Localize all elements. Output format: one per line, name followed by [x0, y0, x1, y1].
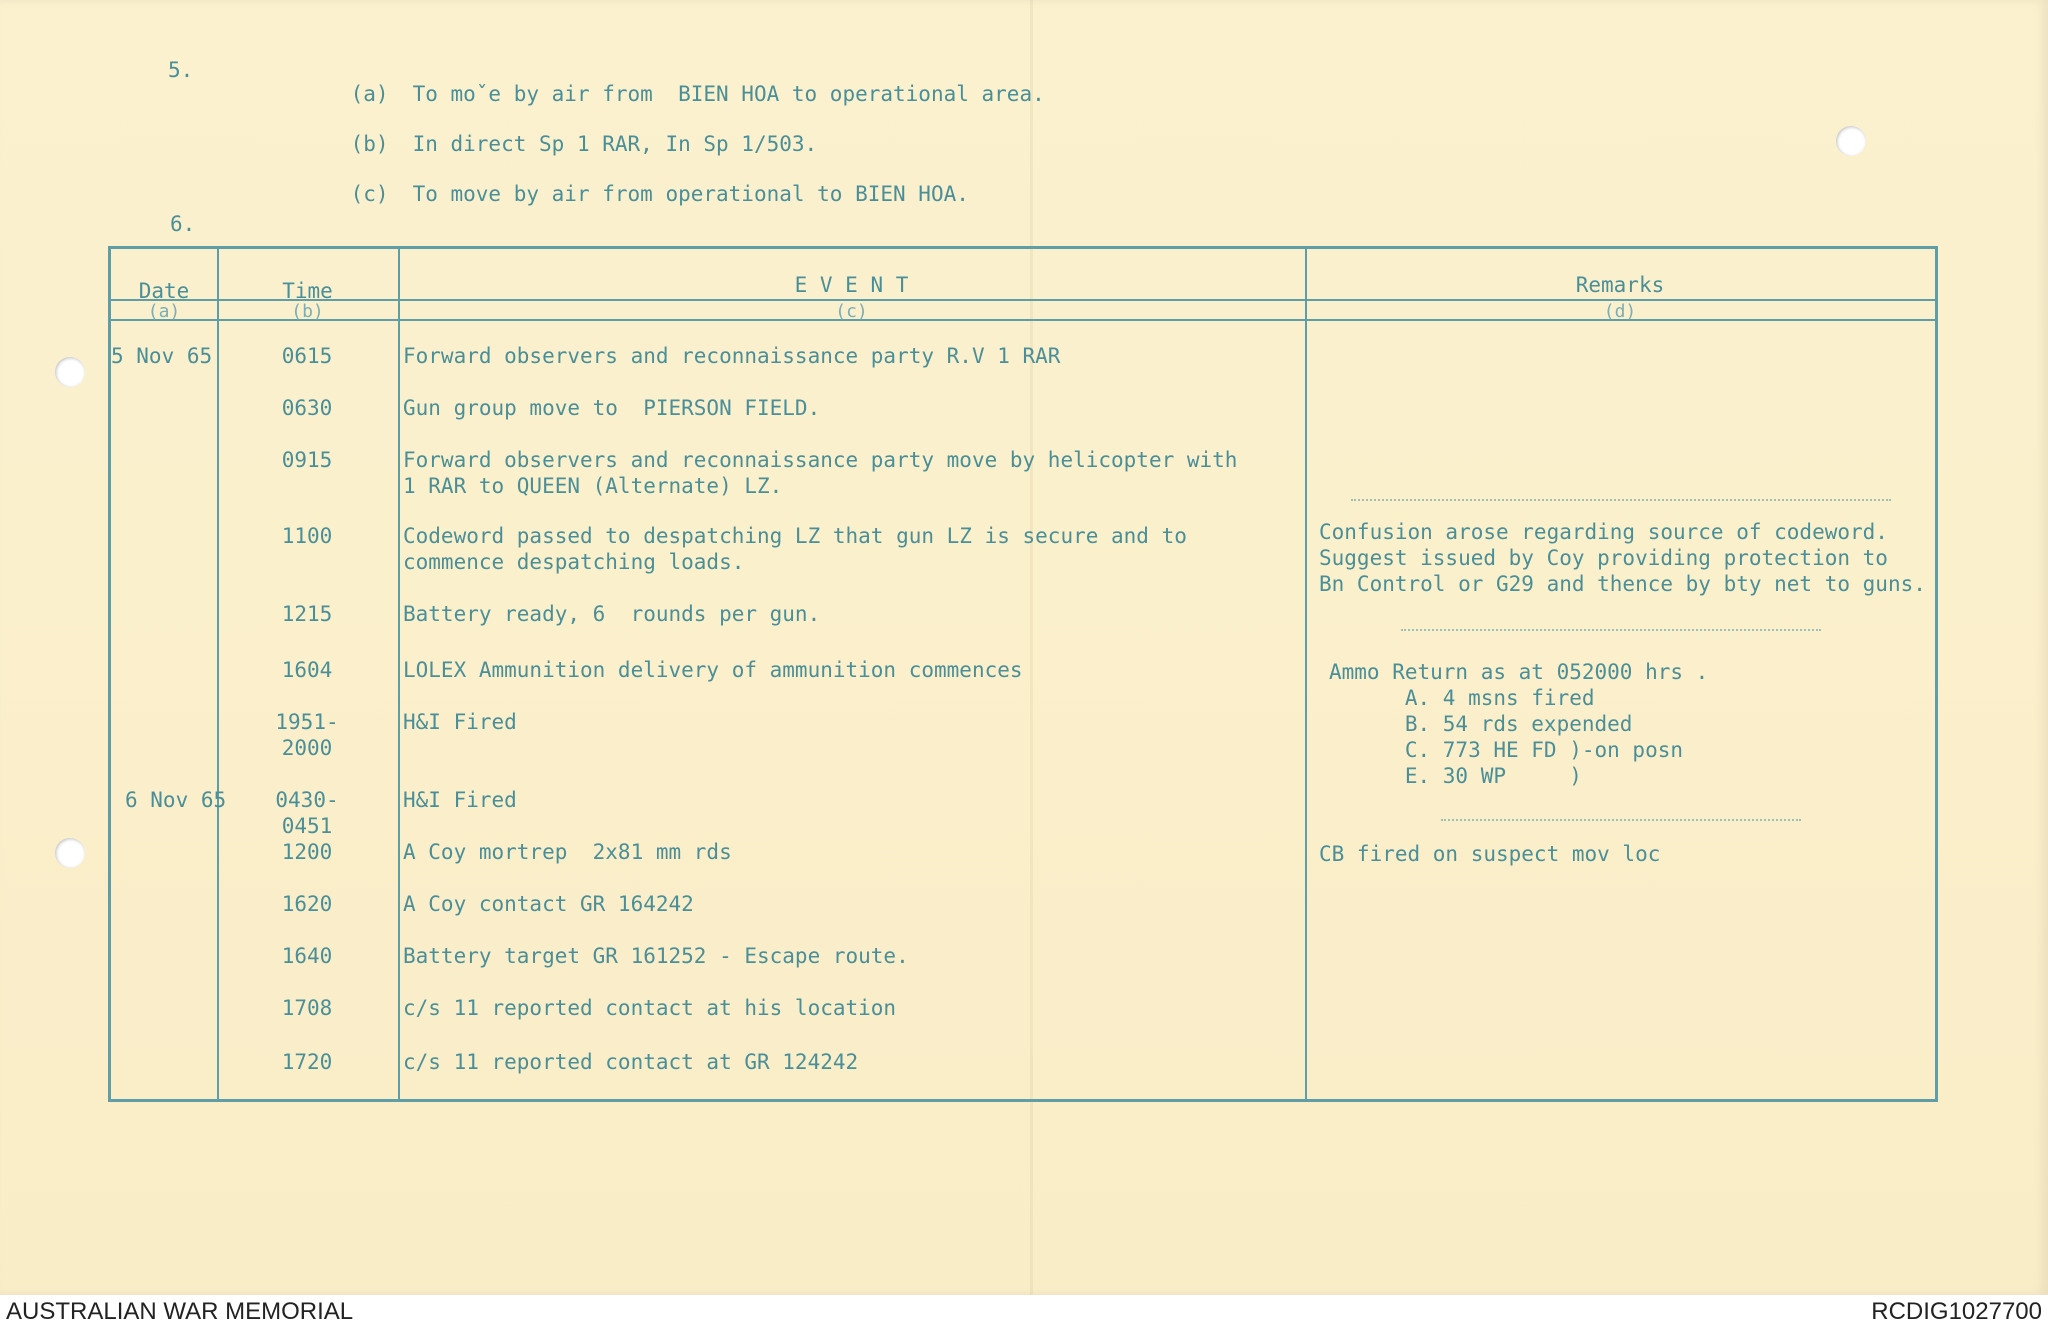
- row-event: H&I Fired: [403, 710, 517, 734]
- remark-line: C. 773 HE FD )-on posn: [1329, 738, 1684, 762]
- row-time: 0630: [281, 396, 333, 420]
- row-time: 1720: [281, 1050, 333, 1074]
- header-remarks: Remarks: [1575, 273, 1665, 297]
- paragraph-5-item-c: [300, 158, 969, 230]
- row-time: 1708: [281, 996, 333, 1020]
- column-divider: [1305, 249, 1307, 1099]
- row-date: 5 Nov 65: [111, 344, 213, 368]
- row-event: LOLEX Ammunition delivery of ammunition commences: [403, 658, 1023, 682]
- item-label: (b): [350, 132, 389, 156]
- row-time: 0915: [281, 448, 333, 472]
- row-event: A Coy mortrep 2x81 mm rds: [403, 840, 732, 864]
- row-event: H&I Fired: [403, 788, 517, 812]
- row-date: 6 Nov 65: [125, 788, 227, 812]
- remark-line: A. 4 msns fired: [1329, 686, 1595, 710]
- item-label: (a): [350, 82, 389, 106]
- row-time: 0615: [281, 344, 333, 368]
- row-time: 1100: [281, 524, 333, 548]
- row-event: Battery ready, 6 rounds per gun.: [403, 602, 821, 626]
- header-date-sub: (a): [147, 301, 181, 322]
- paragraph-6-number: 6.: [170, 212, 196, 236]
- row-time: 1215: [281, 602, 333, 626]
- header-date: Date: [138, 279, 190, 303]
- row-time: 1951- 2000: [275, 710, 339, 760]
- remark-line: CB fired on suspect mov loc: [1319, 842, 1661, 866]
- row-time: 0430- 0451: [275, 788, 339, 838]
- remark-line: Bn Control or G29 and thence by bty net to guns.: [1319, 572, 1926, 596]
- column-divider: [398, 249, 400, 1099]
- remark-line: B. 54 rds expended: [1329, 712, 1633, 736]
- row-event: A Coy contact GR 164242: [403, 892, 694, 916]
- punch-hole: [55, 357, 85, 387]
- row-event: Forward observers and reconnaissance party R.V 1 RAR: [403, 344, 1061, 368]
- row-event: Codeword passed to despatching LZ that gun LZ is secure and to commence despatching loads.: [403, 524, 1187, 574]
- item-text: To moˇe by air from BIEN HOA to operational area.: [412, 82, 1045, 106]
- remarks-separator: [1351, 499, 1891, 501]
- header-remarks-sub: (d): [1603, 301, 1637, 322]
- row-event: Gun group move to PIERSON FIELD.: [403, 396, 821, 420]
- punch-hole: [55, 838, 85, 868]
- footer-source: AUSTRALIAN WAR MEMORIAL: [6, 1298, 354, 1325]
- remark-line: Confusion arose regarding source of codeword.: [1319, 520, 1888, 544]
- header-time: Time: [282, 279, 333, 303]
- event-table: [108, 246, 1938, 1102]
- item-text: To move by air from operational to BIEN HOA.: [412, 182, 969, 206]
- row-event: Forward observers and reconnaissance party move by helicopter with 1 RAR to QUEEN (Alternate) LZ.: [403, 448, 1238, 498]
- row-time: 1620: [281, 892, 333, 916]
- item-text: In direct Sp 1 RAR, In Sp 1/503.: [412, 132, 818, 156]
- remarks-separator: [1401, 629, 1821, 631]
- row-time: 1640: [281, 944, 333, 968]
- header-time-sub: (b): [291, 301, 324, 322]
- paragraph-5-number: 5.: [168, 58, 194, 82]
- remark-line: Ammo Return as at 052000 hrs .: [1329, 660, 1709, 684]
- punch-hole: [1836, 126, 1866, 156]
- remarks-separator: [1441, 819, 1801, 821]
- item-label: (c): [350, 182, 389, 206]
- column-divider: [217, 249, 219, 1099]
- row-time: 1200: [281, 840, 333, 864]
- row-time: 1604: [281, 658, 333, 682]
- remark-line: E. 30 WP ): [1329, 764, 1582, 788]
- header-event-sub: (c): [835, 301, 868, 322]
- footer-id: RCDIG1027700: [1871, 1298, 2042, 1325]
- header-event: E V E N T: [794, 273, 909, 297]
- row-event: c/s 11 reported contact at GR 124242: [403, 1050, 859, 1074]
- row-event: c/s 11 reported contact at his location: [403, 996, 897, 1020]
- row-event: Battery target GR 161252 - Escape route.: [403, 944, 909, 968]
- remark-line: Suggest issued by Coy providing protection to: [1319, 546, 1888, 570]
